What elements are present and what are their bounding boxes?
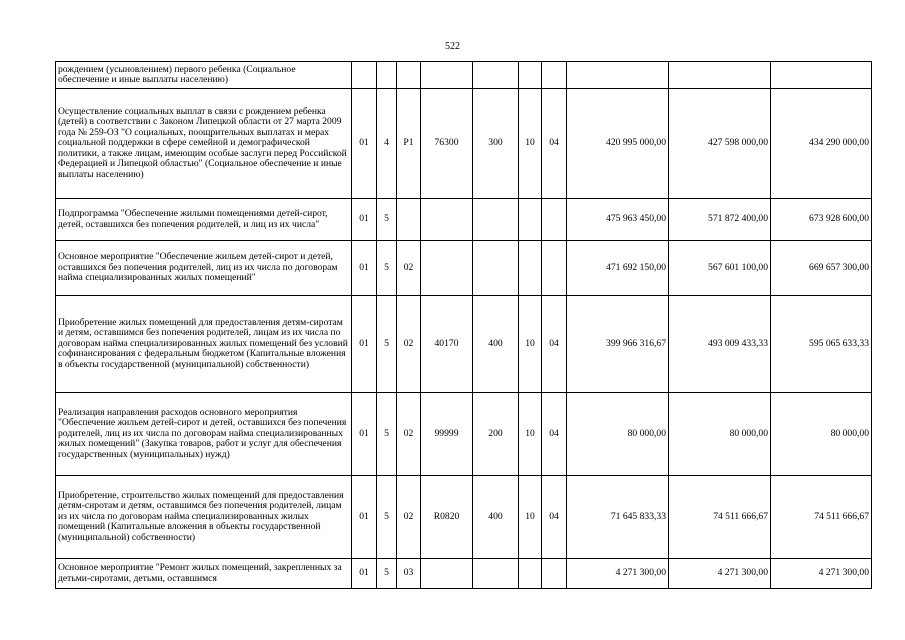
table-row bbox=[56, 559, 872, 589]
expense-type: 200 bbox=[473, 393, 519, 476]
table-row bbox=[56, 393, 872, 476]
subprogram-code: 5 bbox=[377, 296, 397, 393]
direction-code: 40170 bbox=[421, 296, 473, 393]
amount-year-1: 4 271 300,00 bbox=[567, 559, 669, 589]
amount-year-3: 434 290 000,00 bbox=[771, 89, 872, 199]
event-code: 02 bbox=[397, 241, 421, 296]
program-code: 01 bbox=[352, 393, 377, 476]
row-name: Приобретение, строительство жилых помещений для предоставления детям-сиротам и детям, оставшимся без попечения родителей, лицам из их числа по договорам найма специализированных жилых помещений (Капитальные вложения в объекты государственной (муниципальной) собственности) bbox=[56, 476, 352, 559]
amount-year-1 bbox=[567, 62, 669, 89]
amount-year-2: 493 009 433,33 bbox=[669, 296, 771, 393]
subprogram-code: 5 bbox=[377, 559, 397, 589]
table-row bbox=[56, 62, 872, 89]
subsection-code bbox=[542, 199, 567, 241]
program-code: 01 bbox=[352, 89, 377, 199]
amount-year-3: 4 271 300,00 bbox=[771, 559, 872, 589]
event-code bbox=[397, 199, 421, 241]
row-name: Основное мероприятие "Ремонт жилых помещений, закрепленных за детьми-сиротами, детьми, оставшимся bbox=[56, 559, 352, 589]
subprogram-code: 5 bbox=[377, 476, 397, 559]
amount-year-3: 669 657 300,00 bbox=[771, 241, 872, 296]
event-code: 02 bbox=[397, 393, 421, 476]
direction-code bbox=[421, 199, 473, 241]
direction-code bbox=[421, 559, 473, 589]
section-code bbox=[519, 559, 542, 589]
amount-year-2: 74 511 666,67 bbox=[669, 476, 771, 559]
page-number: 522 bbox=[445, 41, 460, 52]
amount-year-2 bbox=[669, 62, 771, 89]
direction-code: 99999 bbox=[421, 393, 473, 476]
event-code bbox=[397, 62, 421, 89]
amount-year-1: 471 692 150,00 bbox=[567, 241, 669, 296]
row-name: Основное мероприятие "Обеспечение жильем детей-сирот и детей, оставшихся без попечения родителей, лиц из их числа по договорам найма специализированных жилых помещений" bbox=[56, 241, 352, 296]
section-code bbox=[519, 62, 542, 89]
row-name: рождением (усыновлением) первого ребенка (Социальное обеспечение и иные выплаты населению) bbox=[56, 62, 352, 89]
amount-year-2: 571 872 400,00 bbox=[669, 199, 771, 241]
row-name: Подпрограмма "Обеспечение жилыми помещениями детей-сирот, детей, оставшихся без попечения родителей, и лиц из их числа" bbox=[56, 199, 352, 241]
section-code: 10 bbox=[519, 476, 542, 559]
section-code bbox=[519, 241, 542, 296]
program-code: 01 bbox=[352, 241, 377, 296]
section-code bbox=[519, 199, 542, 241]
event-code: 02 bbox=[397, 476, 421, 559]
subsection-code: 04 bbox=[542, 393, 567, 476]
subsection-code bbox=[542, 241, 567, 296]
amount-year-1: 420 995 000,00 bbox=[567, 89, 669, 199]
amount-year-1: 475 963 450,00 bbox=[567, 199, 669, 241]
section-code: 10 bbox=[519, 393, 542, 476]
program-code bbox=[352, 62, 377, 89]
subsection-code bbox=[542, 559, 567, 589]
table-row bbox=[56, 296, 872, 393]
amount-year-1: 399 966 316,67 bbox=[567, 296, 669, 393]
section-code: 10 bbox=[519, 89, 542, 199]
direction-code: R0820 bbox=[421, 476, 473, 559]
subprogram-code: 5 bbox=[377, 393, 397, 476]
subprogram-code: 5 bbox=[377, 241, 397, 296]
direction-code bbox=[421, 62, 473, 89]
row-name: Осуществление социальных выплат в связи с рождением ребенка (детей) в соответствии с Законом Липецкой области от 27 марта 2009 года № 259-ОЗ "О социальных, поощрительных выплатах и мерах социальной поддержки в сфере семейной и демографической политики, а также лицам, имеющим особые заслуги перед Российской Федерацией и Липецкой областью" (Социальное обеспечение и иные выплаты населению) bbox=[56, 89, 352, 199]
subprogram-code bbox=[377, 62, 397, 89]
table-row bbox=[56, 241, 872, 296]
subsection-code: 04 bbox=[542, 89, 567, 199]
amount-year-1: 71 645 833,33 bbox=[567, 476, 669, 559]
amount-year-3: 74 511 666,67 bbox=[771, 476, 872, 559]
event-code: P1 bbox=[397, 89, 421, 199]
subprogram-code: 4 bbox=[377, 89, 397, 199]
expense-type bbox=[473, 199, 519, 241]
table-row bbox=[56, 199, 872, 241]
direction-code: 76300 bbox=[421, 89, 473, 199]
table-row bbox=[56, 476, 872, 559]
direction-code bbox=[421, 241, 473, 296]
event-code: 02 bbox=[397, 296, 421, 393]
amount-year-1: 80 000,00 bbox=[567, 393, 669, 476]
expense-type: 400 bbox=[473, 296, 519, 393]
expense-type bbox=[473, 62, 519, 89]
program-code: 01 bbox=[352, 559, 377, 589]
row-name: Реализация направления расходов основного мероприятия "Обеспечение жильем детей-сирот и детей, оставшихся без попечения родителей, лиц из их числа по договорам найма специализированных жилых помещений" (Закупка товаров, работ и услуг для обеспечения государственных (муниципальных) нужд) bbox=[56, 393, 352, 476]
amount-year-3: 595 065 633,33 bbox=[771, 296, 872, 393]
program-code: 01 bbox=[352, 476, 377, 559]
subsection-code bbox=[542, 62, 567, 89]
subsection-code: 04 bbox=[542, 296, 567, 393]
budget-table bbox=[55, 61, 872, 589]
table-row bbox=[56, 89, 872, 199]
expense-type bbox=[473, 241, 519, 296]
amount-year-3 bbox=[771, 62, 872, 89]
event-code: 03 bbox=[397, 559, 421, 589]
amount-year-2: 567 601 100,00 bbox=[669, 241, 771, 296]
subprogram-code: 5 bbox=[377, 199, 397, 241]
amount-year-3: 673 928 600,00 bbox=[771, 199, 872, 241]
amount-year-2: 4 271 300,00 bbox=[669, 559, 771, 589]
section-code: 10 bbox=[519, 296, 542, 393]
amount-year-3: 80 000,00 bbox=[771, 393, 872, 476]
subsection-code: 04 bbox=[542, 476, 567, 559]
row-name: Приобретение жилых помещений для предоставления детям-сиротам и детям, оставшимся без попечения родителей, лицам из их числа по договорам найма специализированных жилых помещений без условий софинансирования с федеральным бюджетом (Капитальные вложения в объекты государственной (муниципальной) собственности) bbox=[56, 296, 352, 393]
expense-type: 300 bbox=[473, 89, 519, 199]
amount-year-2: 80 000,00 bbox=[669, 393, 771, 476]
program-code: 01 bbox=[352, 296, 377, 393]
amount-year-2: 427 598 000,00 bbox=[669, 89, 771, 199]
expense-type bbox=[473, 559, 519, 589]
program-code: 01 bbox=[352, 199, 377, 241]
expense-type: 400 bbox=[473, 476, 519, 559]
